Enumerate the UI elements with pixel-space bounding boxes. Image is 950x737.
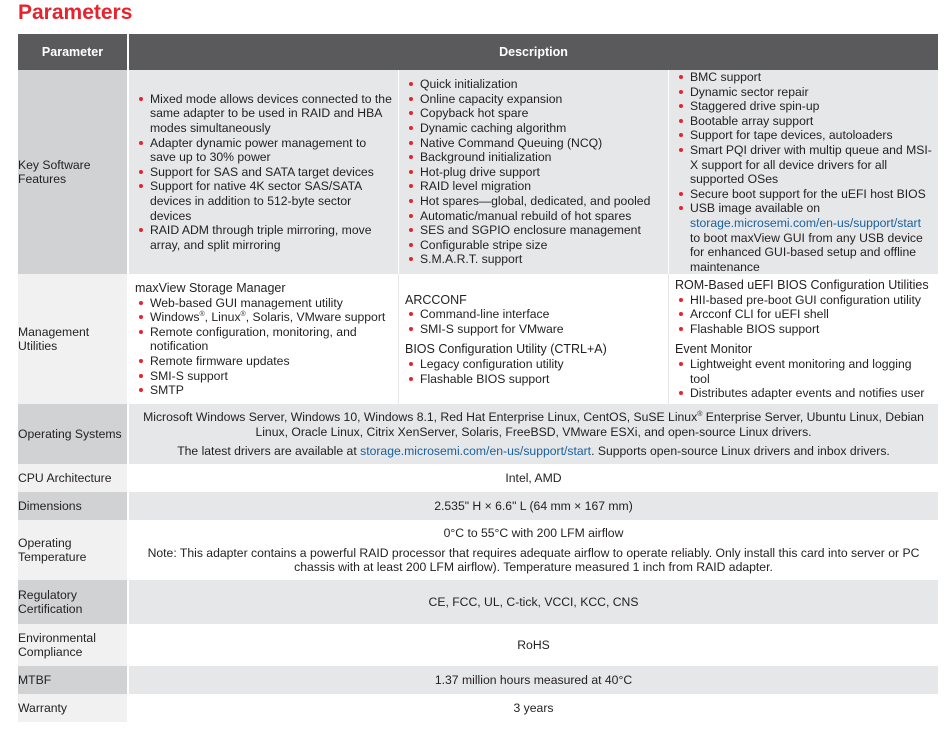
param-label: Key Software Features xyxy=(18,70,128,274)
row-mtbf xyxy=(18,666,938,694)
list-item: HII-based pre-boot GUI configuration utility xyxy=(690,293,932,308)
utility-list xyxy=(405,307,662,336)
mgmt-col-2 xyxy=(398,274,668,404)
list-item: Support for native 4K sector SAS/SATA devices in addition to 512-byte sector devices xyxy=(150,179,392,223)
param-label: Dimensions xyxy=(18,492,128,520)
feature-list xyxy=(675,70,932,274)
list-item: Automatic/manual rebuild of hot spares xyxy=(420,209,650,224)
utility-list xyxy=(135,296,392,398)
list-item: Smart PQI driver with multip queue and MSI-X support for all device drivers for all supported OSes xyxy=(690,142,932,187)
header-parameter: Parameter xyxy=(18,34,128,70)
param-label: Operating Systems xyxy=(18,404,128,464)
param-value: 1.37 million hours measured at 40°C xyxy=(128,666,938,694)
list-item: Configurable stripe size xyxy=(420,238,650,253)
row-warranty xyxy=(18,694,938,722)
feature-list xyxy=(405,77,650,267)
list-item: Hot-plug drive support xyxy=(420,165,650,180)
param-label: MTBF xyxy=(18,666,128,694)
mgmt-col-1 xyxy=(129,274,398,404)
mgmt-col-3 xyxy=(668,274,938,404)
row-key-software-features xyxy=(18,70,938,274)
list-item: Adapter dynamic power management to save up to 30% power xyxy=(150,136,392,165)
param-label: Management Utilities xyxy=(18,274,128,404)
list-item: Hot spares—global, dedicated, and pooled xyxy=(420,194,651,209)
feature-list xyxy=(135,92,392,253)
list-item: Lightweight event monitoring and logging tool xyxy=(690,357,932,386)
support-link[interactable]: storage.microsemi.com/en-us/support/start xyxy=(690,215,921,230)
list-item: RAID level migration xyxy=(420,179,650,194)
key-features-col-2 xyxy=(398,70,668,274)
param-value: 2.535" H × 6.6" L (64 mm × 167 mm) xyxy=(128,492,938,520)
utility-list xyxy=(405,357,662,386)
row-management-utilities xyxy=(18,274,938,404)
list-item: Command-line interface xyxy=(420,307,662,322)
list-item: SMI-S support xyxy=(150,369,392,384)
group-title: ROM-Based uEFI BIOS Configuration Utilities xyxy=(675,277,929,292)
param-label: Environmental Compliance xyxy=(18,624,128,666)
list-item: Remote configuration, monitoring, and notification xyxy=(150,325,392,354)
key-features-col-3 xyxy=(668,70,938,274)
param-value: CE, FCC, UL, C-tick, VCCI, KCC, CNS xyxy=(128,580,938,624)
header-description: Description xyxy=(128,34,938,70)
param-label: Regulatory Certification xyxy=(18,580,128,624)
list-item: USB image available on storage.microsemi.com/en-us/support/start to boot maxView GUI from any USB device for enhanced GUI-based setup and offline maintenance xyxy=(690,201,932,274)
list-item: Legacy configuration utility xyxy=(420,357,662,372)
row-cpu-architecture xyxy=(18,464,938,492)
list-item: Native Command Queuing (NCQ) xyxy=(420,136,650,151)
list-item: BMC support xyxy=(690,70,932,85)
utility-list xyxy=(675,293,932,337)
list-item: Dynamic caching algorithm xyxy=(420,121,650,136)
row-operating-temperature xyxy=(18,520,938,580)
temperature-description: 0°C to 55°C with 200 LFM airflow Note: This adapter contains a powerful RAID processor that requires adequate airflow to operate reliably. Only install this card into server or PC chassis with at least 200 LFM airflow). Temperature measured 1 inch from RAID adapter. xyxy=(128,520,938,580)
list-item: Online capacity expansion xyxy=(420,92,650,107)
group-title: ARCCONF xyxy=(405,292,467,307)
list-item: SMTP xyxy=(150,383,392,398)
list-item: Remote firmware updates xyxy=(150,354,392,369)
list-item: SES and SGPIO enclosure management xyxy=(420,223,650,238)
row-operating-systems xyxy=(18,404,938,464)
list-item: Quick initialization xyxy=(420,77,650,92)
list-item: Staggered drive spin-up xyxy=(690,99,932,114)
os-description: Microsoft Windows Server, Windows 10, Windows 8.1, Red Hat Enterprise Linux, CentOS, SuSE Linux® Enterprise Server, Ubuntu Linux, Debian Linux, Oracle Linux, Citrix XenServer, Solaris, FreeBSD, VMware ESXi, and open-source Linux drivers. The latest drivers are available at storage.microsemi.com/en-us/support/start. Supports open-source Linux drivers and inbox drivers. xyxy=(128,404,938,464)
list-item: S.M.A.R.T. support xyxy=(420,252,650,267)
utility-list xyxy=(675,357,932,401)
list-item: Bootable array support xyxy=(690,114,932,129)
list-item: Background initialization xyxy=(420,150,650,165)
group-title: maxView Storage Manager xyxy=(135,280,286,295)
row-dimensions xyxy=(18,492,938,520)
param-label: CPU Architecture xyxy=(18,464,128,492)
group-title: BIOS Configuration Utility (CTRL+A) xyxy=(405,342,607,357)
drivers-link[interactable]: storage.microsemi.com/en-us/support/start xyxy=(360,443,592,458)
param-value: RoHS xyxy=(128,624,938,666)
list-item: Support for tape devices, autoloaders xyxy=(690,128,932,143)
page-title: Parameters xyxy=(18,1,133,24)
list-item: Dynamic sector repair xyxy=(690,85,932,100)
list-item: Windows®, Linux®, Solaris, VMware support xyxy=(150,310,392,325)
list-item: Distributes adapter events and notifies user xyxy=(690,386,932,401)
group-title: Event Monitor xyxy=(675,342,753,357)
list-item: Mixed mode allows devices connected to the same adapter to be used in RAID and HBA modes simultaneously xyxy=(150,91,392,136)
param-value: 3 years xyxy=(128,694,938,722)
key-features-col-1 xyxy=(129,70,398,274)
list-item: Arcconf CLI for uEFI shell xyxy=(690,307,932,322)
row-regulatory-certification xyxy=(18,580,938,624)
parameters-table xyxy=(18,34,938,722)
list-item: Flashable BIOS support xyxy=(420,372,662,387)
list-item: RAID ADM through triple mirroring, move array, and split mirroring xyxy=(150,223,392,252)
list-item: Secure boot support for the uEFI host BIOS xyxy=(690,187,932,202)
list-item: Web-based GUI management utility xyxy=(150,296,392,311)
list-item: SMI-S support for VMware xyxy=(420,322,662,337)
list-item: Copyback hot spare xyxy=(420,106,650,121)
param-value: Intel, AMD xyxy=(128,464,938,492)
param-label: Operating Temperature xyxy=(18,520,128,580)
list-item: Flashable BIOS support xyxy=(690,322,932,337)
param-label: Warranty xyxy=(18,694,128,722)
row-environmental-compliance xyxy=(18,624,938,666)
list-item: Support for SAS and SATA target devices xyxy=(150,165,392,180)
